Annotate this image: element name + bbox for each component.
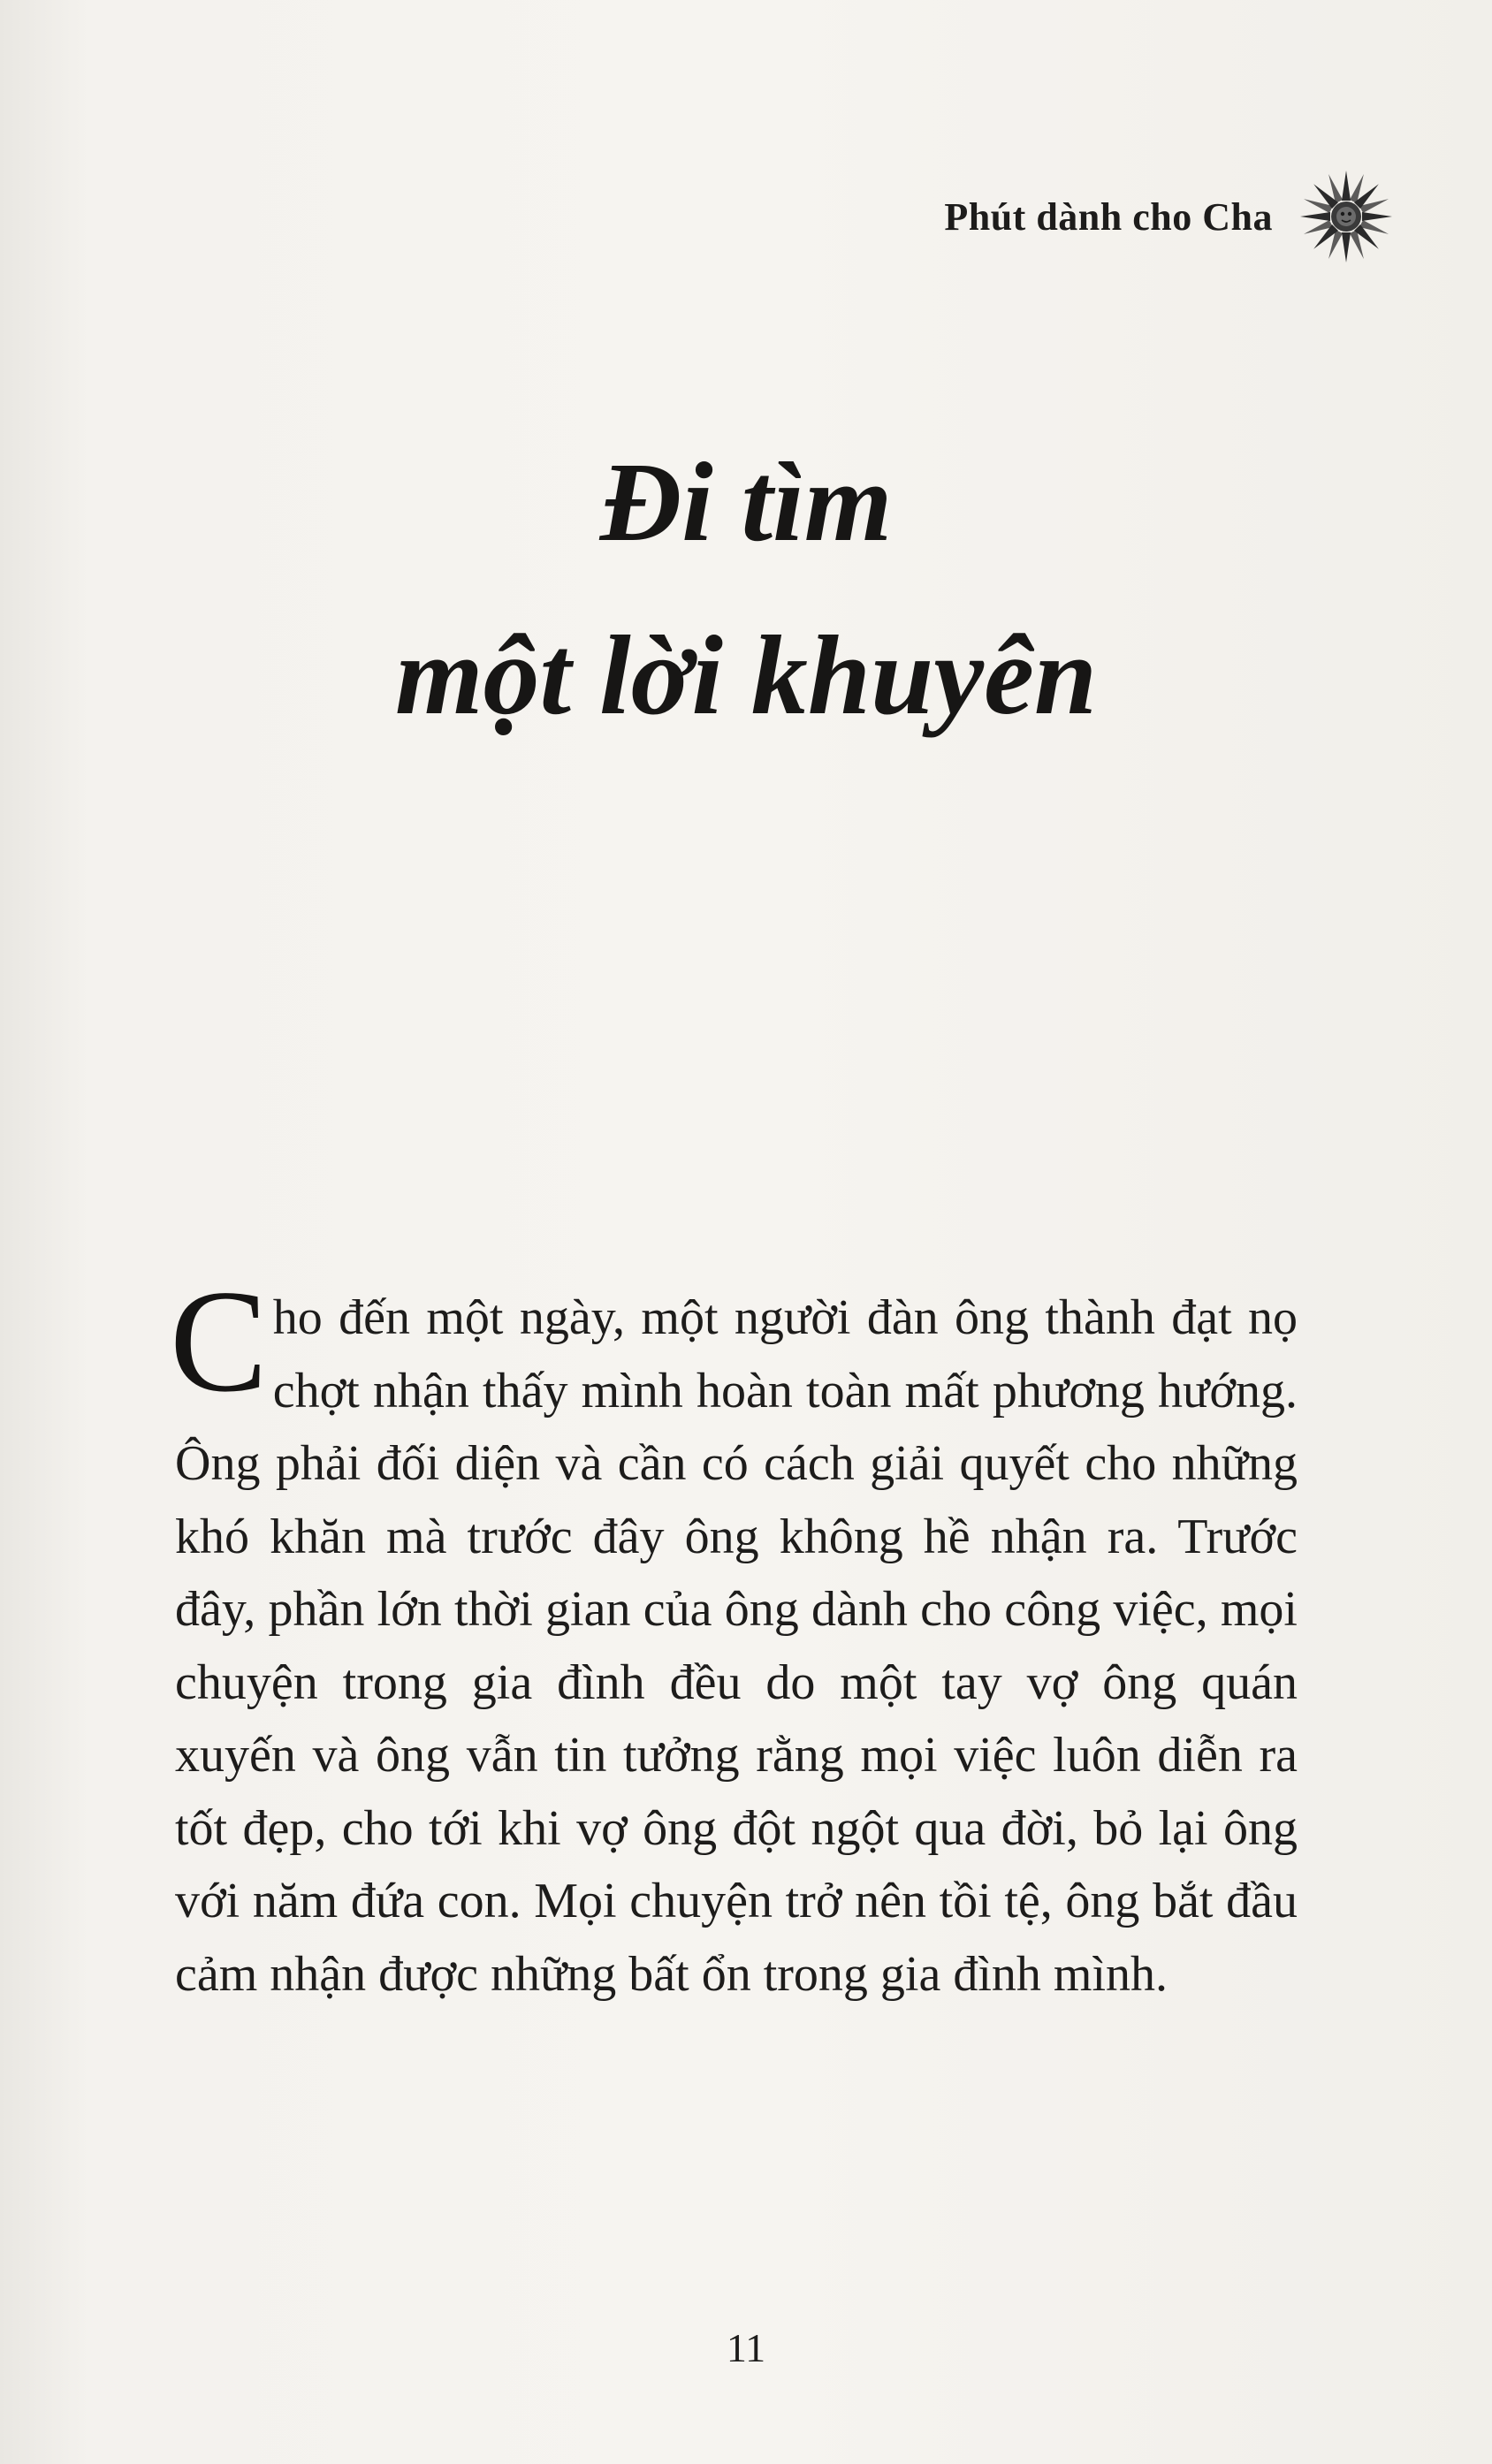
sun-icon: [1298, 168, 1395, 265]
drop-cap: C: [170, 1259, 268, 1422]
page-number: 11: [726, 2325, 766, 2370]
paragraph-text: ho đến một ngày, một người đàn ông thành đạt nọ chợt nhận thấy mình hoàn toàn mất phương hướng. Ông phải đối diện và cần có cách giải quyết cho những khó khăn mà trước đây ông không hề nhận ra. Trước đây, phần lớn thời gian của ông dành cho công việc, mọi chuyện trong gia đình đều do một tay vợ ông quán xuyến và ông vẫn tin tưởng rằng mọi việc luôn diễn ra tốt đẹp, cho tới khi vợ ông đột ngột qua đời, bỏ lại ông với năm đứa con. Mọi chuyện trở nên tồi tệ, ông bắt đầu cảm nhận được những bất ổn trong gia đình mình.: [175, 1290, 1298, 2002]
page-header: [944, 168, 1395, 265]
chapter-title-line-2: một lời khuyên: [394, 612, 1098, 738]
body-paragraph: [170, 1259, 1298, 2011]
chapter-title: [0, 415, 1492, 762]
chapter-title-line-1: Đi tìm: [599, 439, 893, 565]
running-title: Phút dành cho Cha: [944, 194, 1273, 239]
